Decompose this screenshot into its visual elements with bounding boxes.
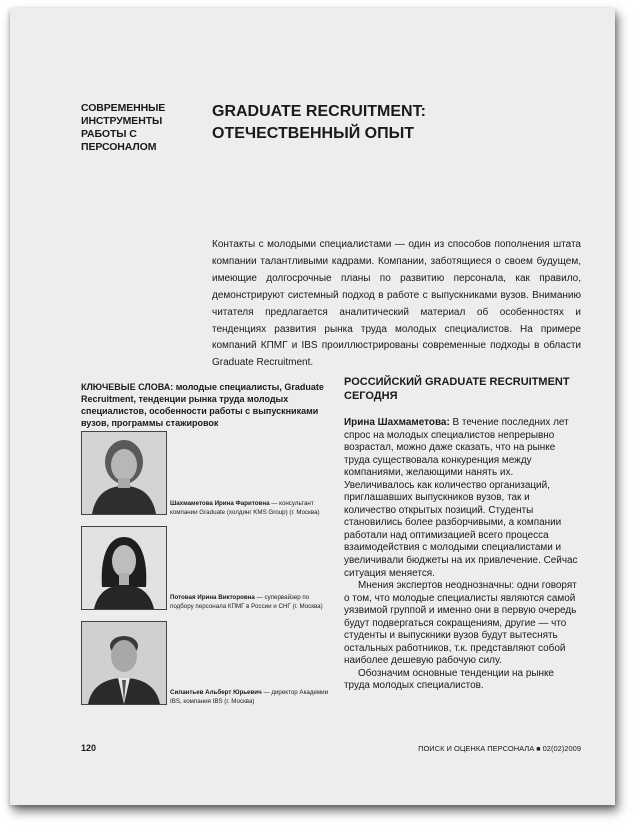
author-caption-1 (170, 499, 330, 517)
lead-paragraph: Контакты с молодыми специалистами — один из способов пополнения штата компании талантливыми кадрами. Компании, заботящиеся о своем будущем, имеющие долгосрочные планы по развитию персонала, как правило, демонстрируют системный подход в работе с выпускниками вузов. Вниманию читателя предлагается аналитический материал об особенностях и тенденциях развития рынка труда молодых специалистов. На примере компаний КПМГ и IBS проиллюстрированы современные подходы в области Graduate Recruitment. (212, 239, 581, 369)
paragraph-1-text: В течение последних лет спрос на молодых специалистов непрерывно возрастал, можно даже сказать, что на рынке труда существовала конкуренция между компаниями, желающими нанять их. Увеличивалось как количество организаций, приглашавших выпускников вузов, так и количество открытых позиций. Студенты становились более разборчивыми, а компании работали над оптимизацией всего процесса взаимодействия с молодыми специалистами и увеличивали бюджеты на их привлечение. Сейчас ситуация меняется. (344, 417, 578, 579)
journal-name: ПОИСК И ОЦЕНКА ПЕРСОНАЛА (418, 744, 535, 753)
paragraph-3: Обозначим основные тенденции на рынке труда молодых специалистов. (344, 667, 554, 692)
author-photo-1 (81, 431, 167, 515)
portrait-image (82, 527, 166, 609)
author-name: Шахмаметова Ирина Фаритовна (170, 500, 270, 507)
author-role: — консультант компании Graduate (холдинг KMS Group) (г. Москва) (170, 500, 320, 516)
author-caption-2 (170, 593, 330, 611)
journal-footer (418, 744, 581, 753)
author-photo-2 (81, 526, 167, 610)
article-title-text: GRADUATE RECRUITMENT: ОТЕЧЕСТВЕННЫЙ ОПЫТ (212, 103, 426, 142)
author-photo-3 (81, 621, 167, 705)
article-lead (212, 237, 581, 372)
portrait-image (82, 622, 166, 704)
journal-issue: 02(02)2009 (542, 744, 581, 753)
page-number: 120 (81, 743, 97, 753)
square-bullet-icon: ■ (536, 746, 541, 753)
article-title (212, 101, 572, 145)
article-text (344, 417, 580, 693)
speaker-name: Ирина Шахмаметова: (344, 417, 450, 428)
author-name: Силантьев Альберт Юрьевич (170, 689, 262, 696)
magazine-page (10, 8, 615, 805)
keywords-label: КЛЮЧЕВЫЕ СЛОВА: (81, 382, 174, 392)
keywords-text: молодые специалисты, Graduate Recruitment, тенденции рынка труда молодых специалистов, особенности работы с выпускниками вузов, программы стажировок (81, 382, 324, 428)
paragraph-1 (344, 417, 580, 580)
author-role: — директор Академии IBS, компания IBS (г. Москва) (170, 689, 329, 705)
portrait-image (82, 432, 166, 514)
article-body (344, 375, 580, 693)
author-caption-3 (170, 688, 330, 706)
paragraph-2: Мнения экспертов неоднозначны: одни говорят о том, что молодые специалисты являются самой уязвимой группой и именно они в первую очередь будут подвергаться сокращениям, другие — что студенты и выпускники вузов будут вытеснять остальных работников, т.к. представляют собой наиболее дешевую рабочую силу. (344, 580, 577, 667)
author-role: — супервайзер по подбору персонала КПМГ в России и СНГ (г. Москва) (170, 594, 323, 610)
section-heading: РОССИЙСКИЙ GRADUATE RECRUITMENT СЕГОДНЯ (344, 376, 570, 402)
author-name: Потовая Ирина Викторовна (170, 594, 255, 601)
keywords-block (81, 381, 327, 429)
section-label: СОВРЕМЕННЫЕ ИНСТРУМЕНТЫ РАБОТЫ С ПЕРСОНАЛОМ (81, 102, 166, 153)
